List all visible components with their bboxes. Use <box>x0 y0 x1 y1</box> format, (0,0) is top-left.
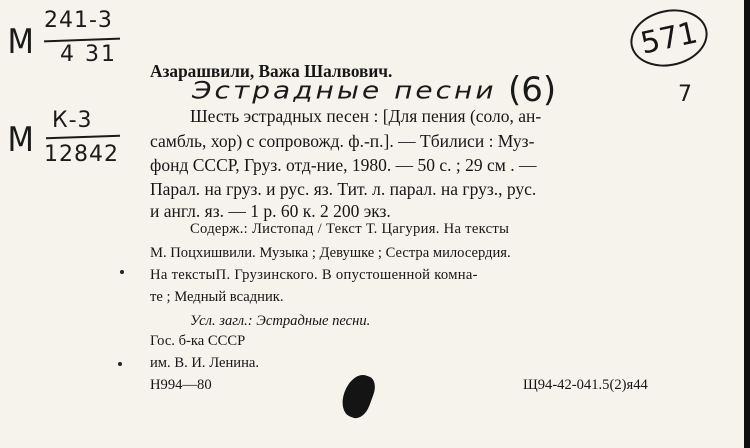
card-edge-shadow <box>744 0 750 448</box>
contents-line-4: те ; Медный всадник. <box>150 289 284 305</box>
description-line-3: фонд СССР, Груз. отд-ние, 1980. — 50 с. ; 29 см . — <box>150 155 537 175</box>
circled-number: 571 <box>625 3 713 74</box>
contents-line-1: Содерж.: Листопад / Текст Т. Цагурия. На тексты <box>190 221 510 237</box>
shelf-mark-bottom-1: 4 31 <box>60 42 117 67</box>
description-line-4: Парал. на груз. и рус. яз. Тит. л. парал. на груз., рус. <box>150 179 537 199</box>
description-line-1: Шесть эстрадных песен : [Для пения (соло, ан- <box>190 106 542 126</box>
description-line-2: самбль, хор) с сопровожд. ф.-п.]. — Тбилиси : Муз- <box>150 131 535 151</box>
uniform-title: Усл. загл.: Эстрадные песни. <box>190 313 371 329</box>
classification-index: Щ94-42-041.5(2)я44 <box>523 377 648 393</box>
contents-line-3: На текстыП. Грузинского. В опустошенной комна- <box>150 267 478 283</box>
handwritten-title-paren: (6) <box>508 70 557 110</box>
handwritten-title-note: Эстрадные песни <box>192 76 497 105</box>
description-line-5: и англ. яз. — 1 р. 60 к. 2 200 экз. <box>150 201 391 221</box>
shelf-mark-letter-2: М <box>7 120 34 160</box>
library-line-2: им. В. И. Ленина. <box>150 355 260 371</box>
contents-line-2: М. Поцхишвили. Музыка ; Девушке ; Сестра милосердия. <box>150 245 511 261</box>
margin-dot <box>120 270 124 274</box>
shelf-mark-divider-2 <box>46 135 120 140</box>
margin-dot <box>118 362 122 366</box>
shelf-mark-letter-1: М <box>7 22 34 62</box>
ink-blot <box>337 371 378 422</box>
handwritten-tick: 7 <box>678 82 692 107</box>
shelf-mark-bottom-2: 12842 <box>44 142 119 167</box>
shelf-mark-top-1: 241-3 <box>44 8 113 33</box>
author-heading: Азарашвили, Важа Шалвович. <box>150 61 393 81</box>
card-number: Н994—80 <box>150 377 212 393</box>
library-line-1: Гос. б-ка СССР <box>150 333 246 349</box>
shelf-mark-top-2: К-3 <box>52 108 93 133</box>
